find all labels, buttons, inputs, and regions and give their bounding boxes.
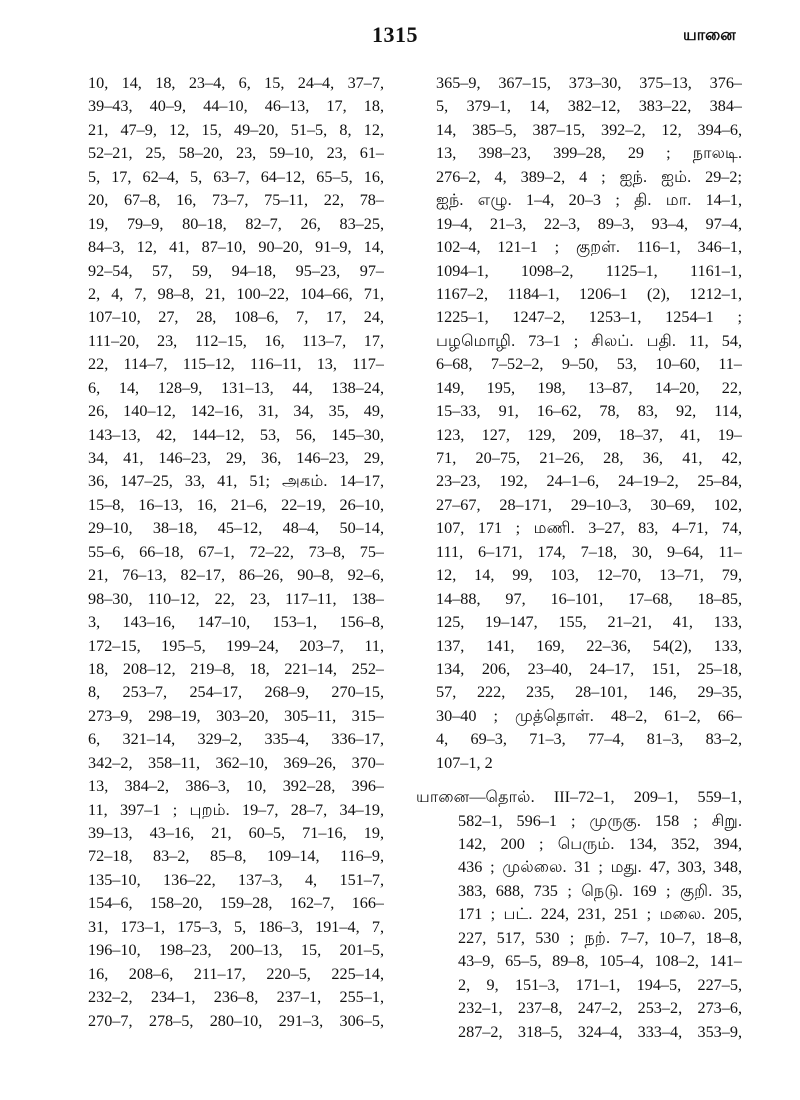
index-line: பழமொழி. 73–1 ; சிலப். பதி. 11, 54,	[436, 331, 742, 350]
index-line: 171 ; பட். 224, 231, 251 ; மலை. 205,	[458, 905, 742, 924]
index-line: 276–2, 4, 389–2, 4 ; ஐந். ஐம். 29–2;	[436, 167, 742, 186]
index-line: 270–7, 278–5, 280–10, 291–3, 306–5,	[88, 1011, 384, 1030]
index-line: 98–30, 110–12, 22, 23, 117–11, 138–	[88, 589, 384, 608]
index-line: 43–9, 65–5, 89–8, 105–4, 108–2, 141–	[458, 952, 742, 971]
index-line: 172–15, 195–5, 199–24, 203–7, 11,	[88, 636, 384, 655]
running-head: யானை	[683, 27, 736, 44]
index-line: 8, 253–7, 254–17, 268–9, 270–15,	[88, 683, 384, 702]
index-line: 18, 208–12, 219–8, 18, 221–14, 252–	[88, 659, 384, 678]
index-line: 5, 379–1, 14, 382–12, 383–22, 384–	[436, 97, 742, 116]
index-line: 6, 321–14, 329–2, 335–4, 336–17,	[88, 730, 384, 749]
index-line: 582–1, 596–1 ; முருகு. 158 ; சிறு.	[458, 811, 742, 830]
index-line: 55–6, 66–18, 67–1, 72–22, 73–8, 75–	[88, 542, 384, 561]
index-line: 273–9, 298–19, 303–20, 305–11, 315–	[88, 706, 384, 725]
index-line: 29–10, 38–18, 45–12, 48–4, 50–14,	[88, 519, 384, 538]
index-line: 39–43, 40–9, 44–10, 46–13, 17, 18,	[88, 97, 384, 116]
index-line: 154–6, 158–20, 159–28, 162–7, 166–	[88, 894, 384, 913]
index-line: 111, 6–171, 174, 7–18, 30, 9–64, 11–	[436, 542, 742, 561]
index-line: 15–33, 91, 16–62, 78, 83, 92, 114,	[436, 402, 742, 421]
index-line: 34, 41, 146–23, 29, 36, 146–23, 29,	[88, 449, 384, 467]
index-line: 134, 206, 23–40, 24–17, 151, 25–18,	[436, 659, 742, 678]
index-line: 365–9, 367–15, 373–30, 375–13, 376–	[436, 74, 742, 92]
index-line: 4, 69–3, 71–3, 77–4, 81–3, 83–2,	[436, 730, 742, 749]
index-line: 6–68, 7–52–2, 9–50, 53, 10–60, 11–	[436, 355, 742, 374]
index-line: 111–20, 23, 112–15, 16, 113–7, 17,	[88, 331, 384, 350]
index-line: 2, 4, 7, 98–8, 21, 100–22, 104–66, 71,	[88, 284, 384, 303]
index-line: 6, 14, 128–9, 131–13, 44, 138–24,	[88, 378, 384, 397]
index-line: 39–13, 43–16, 21, 60–5, 71–16, 19,	[88, 824, 384, 842]
index-line: 1225–1, 1247–2, 1253–1, 1254–1 ;	[436, 308, 742, 327]
index-line: 2, 9, 151–3, 171–1, 194–5, 227–5,	[458, 975, 742, 994]
index-line: 21, 76–13, 82–17, 86–26, 90–8, 92–6,	[88, 566, 384, 585]
index-line: 342–2, 358–11, 362–10, 369–26, 370–	[88, 753, 384, 772]
index-line: 232–1, 237–8, 247–2, 253–2, 273–6,	[458, 999, 742, 1018]
index-line: 135–10, 136–22, 137–3, 4, 151–7,	[88, 870, 384, 889]
index-line: 143–13, 42, 144–12, 53, 56, 145–30,	[88, 425, 384, 444]
index-line: 13, 398–23, 399–28, 29 ; நாலடி.	[436, 144, 742, 163]
index-line: 27–67, 28–171, 29–10–3, 30–69, 102,	[436, 495, 742, 514]
right-continuation	[436, 72, 742, 775]
index-entry-yanai	[416, 786, 742, 1044]
index-line: 84–3, 12, 41, 87–10, 90–20, 91–9, 14,	[88, 238, 384, 257]
index-line: யானை—தொல். III–72–1, 209–1, 559–1,	[416, 788, 742, 807]
index-line: 436 ; முல்லை. 31 ; மது. 47, 303, 348,	[458, 858, 742, 877]
index-line: 142, 200 ; பெரும். 134, 352, 394,	[458, 835, 742, 853]
index-line: 15–8, 16–13, 16, 21–6, 22–19, 26–10,	[88, 495, 384, 514]
index-line: 14–88, 97, 16–101, 17–68, 18–85,	[436, 589, 742, 608]
index-line: 19–4, 21–3, 22–3, 89–3, 93–4, 97–4,	[436, 214, 742, 233]
page-number: 1315	[372, 22, 418, 47]
index-line: 14, 385–5, 387–15, 392–2, 12, 394–6,	[436, 120, 742, 139]
index-line: 36, 147–25, 33, 41, 51; அகம். 14–17,	[88, 472, 384, 491]
index-line: 5, 17, 62–4, 5, 63–7, 64–12, 65–5, 16,	[88, 167, 384, 186]
index-line: 3, 143–16, 147–10, 153–1, 156–8,	[88, 613, 384, 632]
index-line: 1167–2, 1184–1, 1206–1 (2), 1212–1,	[436, 284, 742, 303]
index-line: 125, 19–147, 155, 21–21, 41, 133,	[436, 613, 742, 632]
index-line: 287–2, 318–5, 324–4, 333–4, 353–9,	[458, 1022, 742, 1041]
index-line: 52–21, 25, 58–20, 23, 59–10, 23, 61–	[88, 144, 384, 163]
index-line: 383, 688, 735 ; நெடு. 169 ; குறி. 35,	[458, 881, 742, 900]
index-line: ஐந். எழு. 1–4, 20–3 ; தி. மா. 14–1,	[436, 191, 742, 210]
index-line: 11, 397–1 ; புறம். 19–7, 28–7, 34–19,	[88, 800, 384, 819]
index-line: 71, 20–75, 21–26, 28, 36, 41, 42,	[436, 449, 742, 467]
index-line: 227, 517, 530 ; நற். 7–7, 10–7, 18–8,	[458, 928, 742, 947]
index-line: 16, 208–6, 211–17, 220–5, 225–14,	[88, 964, 384, 983]
index-line: 1094–1, 1098–2, 1125–1, 1161–1,	[436, 261, 742, 280]
index-line: 21, 47–9, 12, 15, 49–20, 51–5, 8, 12,	[88, 120, 384, 139]
index-line: 102–4, 121–1 ; குறள். 116–1, 346–1,	[436, 238, 742, 257]
index-line: 107–1, 2	[436, 753, 493, 772]
index-line: 57, 222, 235, 28–101, 146, 29–35,	[436, 683, 742, 702]
index-line: 13, 384–2, 386–3, 10, 392–28, 396–	[88, 777, 384, 796]
right-column	[416, 72, 742, 1044]
index-line: 31, 173–1, 175–3, 5, 186–3, 191–4, 7,	[88, 917, 384, 936]
index-line: 12, 14, 99, 103, 12–70, 13–71, 79,	[436, 566, 742, 585]
index-line: 19, 79–9, 80–18, 82–7, 26, 83–25,	[88, 214, 384, 233]
index-line: 149, 195, 198, 13–87, 14–20, 22,	[436, 378, 742, 397]
index-line: 23–23, 192, 24–1–6, 24–19–2, 25–84,	[436, 472, 742, 491]
index-line: 22, 114–7, 115–12, 116–11, 13, 117–	[88, 355, 384, 374]
page-header	[0, 20, 800, 60]
index-line: 72–18, 83–2, 85–8, 109–14, 116–9,	[88, 847, 384, 866]
index-line: 10, 14, 18, 23–4, 6, 15, 24–4, 37–7,	[88, 74, 384, 92]
index-line: 137, 141, 169, 22–36, 54(2), 133,	[436, 636, 742, 655]
index-line: 107, 171 ; மணி. 3–27, 83, 4–71, 74,	[436, 519, 742, 538]
index-line: 30–40 ; முத்தொள். 48–2, 61–2, 66–	[436, 706, 742, 725]
index-line: 232–2, 234–1, 236–8, 237–1, 255–1,	[88, 988, 384, 1007]
index-line: 20, 67–8, 16, 73–7, 75–11, 22, 78–	[88, 191, 384, 210]
index-line: 26, 140–12, 142–16, 31, 34, 35, 49,	[88, 402, 384, 421]
index-line: 123, 127, 129, 209, 18–37, 41, 19–	[436, 425, 742, 444]
index-line: 92–54, 57, 59, 94–18, 95–23, 97–	[88, 261, 384, 280]
index-line: 196–10, 198–23, 200–13, 15, 201–5,	[88, 941, 384, 960]
index-line: 107–10, 27, 28, 108–6, 7, 17, 24,	[88, 308, 384, 327]
left-column	[88, 72, 384, 1033]
